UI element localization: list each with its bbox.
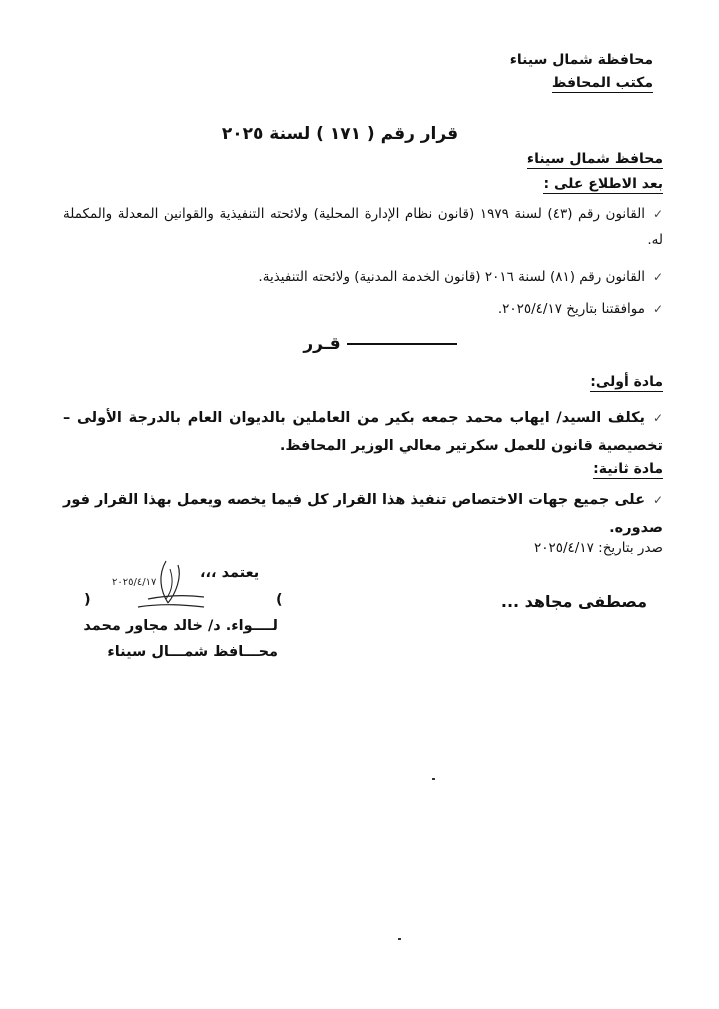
reference-item	[63, 264, 663, 290]
paren-open: (	[276, 592, 283, 608]
article-2-label	[593, 461, 663, 477]
preparer-name: مصطفى مجاهد ...	[500, 592, 647, 611]
paren-close: )	[84, 592, 91, 608]
office-header	[552, 75, 653, 91]
article-body: على جميع جهات الاختصاص تنفيذ هذا القرار كل فيما يخصه ويعمل بهذا القرار فور صدوره.	[63, 492, 663, 536]
signatory-name: لــــواء. د/ خالد مجاور محمد	[83, 618, 278, 634]
article-label-text: مادة ثانية:	[593, 461, 663, 477]
reference-text: موافقتنا بتاريخ ٢٠٢٥/٤/١٧.	[497, 301, 645, 317]
arrow-bullet-icon: ✓	[652, 411, 663, 425]
decision-title: قرار رقم ( ١٧١ ) لسنة ٢٠٢٥	[221, 124, 459, 144]
arrow-bullet-icon: ✓	[652, 270, 663, 284]
issued-date: صدر بتاريخ: ٢٠٢٥/٤/١٧	[534, 540, 663, 556]
approval-text: يعتمد ،،،	[200, 565, 260, 581]
scan-speck	[432, 778, 435, 780]
reference-item	[63, 201, 663, 253]
arrow-bullet-icon: ✓	[652, 493, 663, 507]
article-1-label	[590, 374, 663, 390]
after-reviewing-heading	[543, 176, 663, 192]
arrow-bullet-icon: ✓	[652, 207, 663, 221]
decree-word: قـرر	[303, 334, 341, 354]
article-label-text: مادة أولى:	[590, 374, 663, 390]
office-header-text: مكتب المحافظ	[551, 75, 653, 91]
handwritten-date: ٢٠٢٥/٤/١٧	[112, 577, 157, 588]
article-2-text	[63, 486, 663, 542]
issuer-heading	[527, 151, 663, 167]
arrow-bullet-icon: ✓	[652, 302, 663, 316]
reference-item	[63, 296, 663, 322]
signatory-title: محـــافظ شمـــال سيناء	[107, 644, 278, 660]
issuer-text: محافظ شمال سيناء	[526, 151, 663, 167]
decree-underline	[347, 343, 457, 345]
reference-text: القانون رقم (٤٣) لسنة ١٩٧٩ (قانون نظام الإدارة المحلية) ولائحته التنفيذية والقوانين المعدلة والمكملة له.	[63, 206, 663, 248]
governorate-header: محافظة شمال سيناء	[509, 52, 653, 68]
reference-text: القانون رقم (٨١) لسنة ٢٠١٦ (قانون الخدمة المدنية) ولائحته التنفيذية.	[258, 269, 645, 285]
article-1-text	[63, 404, 663, 460]
after-reviewing-text: بعد الاطلاع على :	[543, 176, 663, 192]
article-body: يكلف السيد/ ايهاب محمد جمعه بكير من العاملين بالديوان العام بالدرجة الأولى – تخصيصية قانون للعمل سكرتير معالي الوزير المحافظ.	[63, 410, 663, 454]
decree-heading	[290, 334, 470, 354]
scan-speck	[398, 938, 401, 940]
